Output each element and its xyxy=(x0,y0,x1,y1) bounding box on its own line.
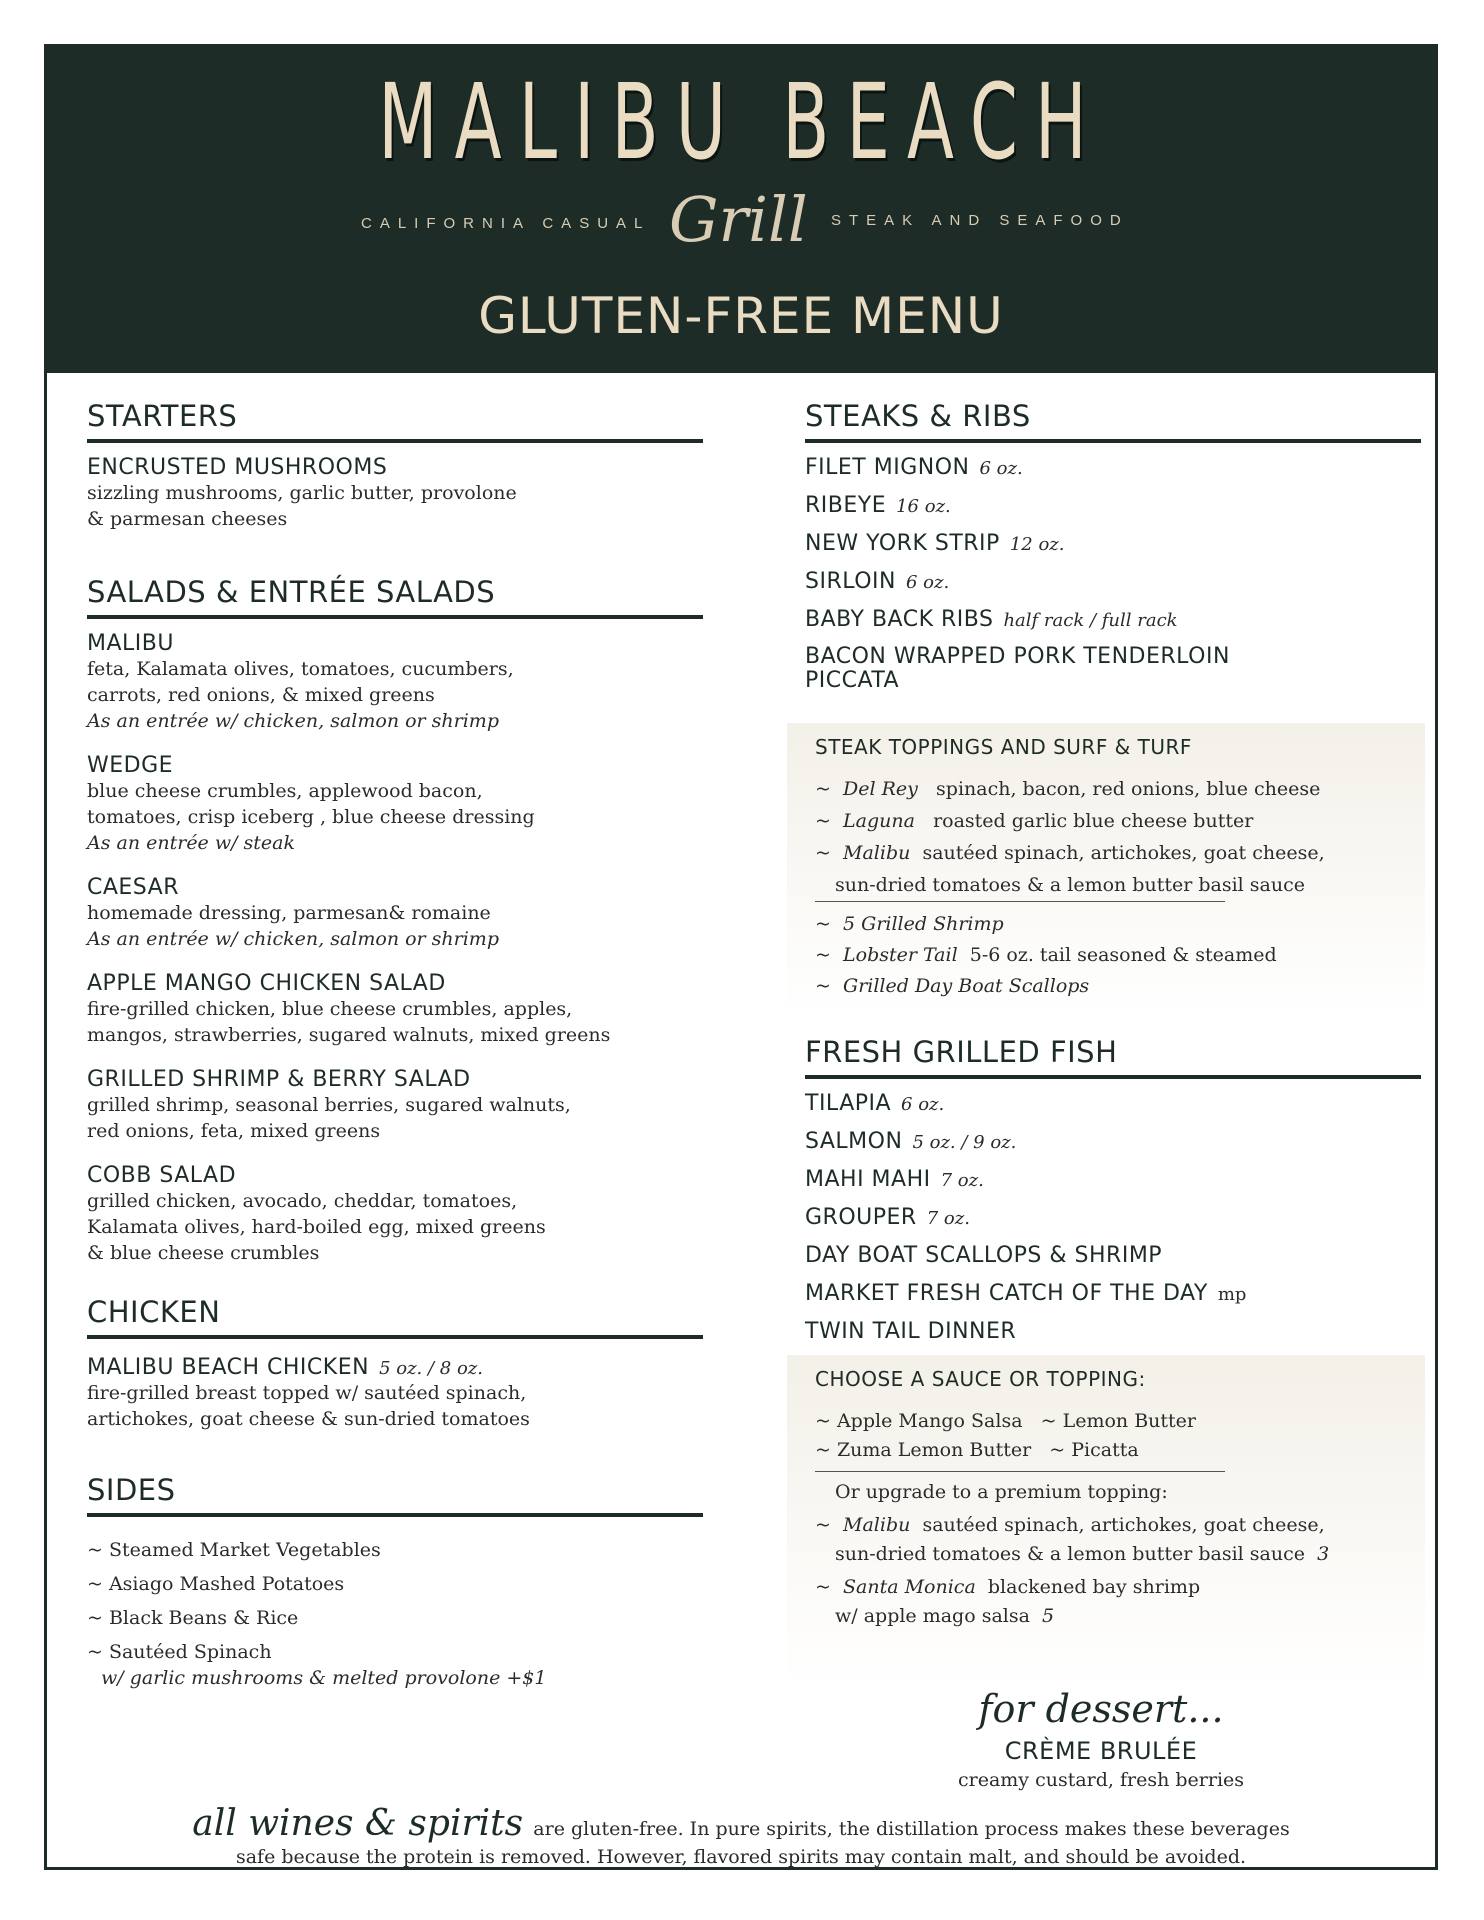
item-name: WEDGE xyxy=(87,753,174,778)
menu-item xyxy=(87,875,707,952)
item-name-text: RIBEYE xyxy=(805,493,887,518)
topping-desc: sautéed spinach, artichokes, goat cheese, xyxy=(922,842,1325,864)
tilde: ~ xyxy=(815,842,831,864)
list-item xyxy=(815,805,1415,837)
menu-item xyxy=(87,1355,707,1432)
menu-header xyxy=(47,47,1435,373)
list-item: ~ Sautéed Spinach xyxy=(87,1641,272,1663)
list-item: ~ Steamed Market Vegetables xyxy=(87,1539,381,1561)
topping-price: 5 xyxy=(1042,1605,1055,1627)
menu-item xyxy=(805,569,1425,607)
menu-item xyxy=(805,1091,1425,1129)
dessert-heading: for dessert... xyxy=(978,1687,1224,1731)
menu-item xyxy=(87,631,707,734)
item-size: 12 oz. xyxy=(1009,534,1065,555)
footer-text: safe because the protein is removed. However, flavored spirits may contain malt, and should be avoided. xyxy=(235,1846,1247,1868)
item-note: w/ garlic mushrooms & melted provolone +$1 xyxy=(101,1667,547,1689)
item-name: APPLE MANGO CHICKEN SALAD xyxy=(87,971,446,996)
menu-item xyxy=(87,1067,707,1144)
item-size: 5 oz. / 9 oz. xyxy=(912,1132,1017,1153)
item-name-text: SALMON xyxy=(805,1129,903,1154)
topping-price: 3 xyxy=(1317,1543,1330,1565)
tilde: ~ xyxy=(815,975,831,997)
topping-name: Malibu xyxy=(843,842,911,864)
list-item xyxy=(815,971,1415,1002)
menu-item xyxy=(805,1129,1425,1167)
brand-logo: MALIBU BEACH xyxy=(378,61,1104,183)
item-name-text: BACON WRAPPED PORK TENDERLOIN xyxy=(805,644,1230,669)
topping-desc: sautéed spinach, artichokes, goat cheese, xyxy=(922,1514,1325,1536)
menu-frame xyxy=(44,44,1438,1870)
item-name xyxy=(87,1355,707,1380)
item-name-text: MALIBU BEACH CHICKEN xyxy=(87,1355,370,1380)
item-name-text: SIRLOIN xyxy=(805,569,896,594)
dessert-name: CRÈME BRULÉE xyxy=(1004,1737,1198,1765)
item-name: CAESAR xyxy=(87,875,180,900)
item-desc: fire-grilled breast topped w/ sautéed spinach, xyxy=(87,1382,527,1404)
topping-name: Grilled Day Boat Scallops xyxy=(843,975,1090,997)
menu-item xyxy=(805,531,1425,569)
menu-item xyxy=(805,1167,1425,1205)
menu-item xyxy=(805,607,1425,645)
item-desc: & parmesan cheeses xyxy=(87,508,288,530)
item-size: 16 oz. xyxy=(896,496,951,517)
section-chicken-title: CHICKEN xyxy=(87,1295,703,1339)
section-sides-title: SIDES xyxy=(87,1473,703,1517)
item-desc: grilled shrimp, seasonal berries, sugared walnuts, xyxy=(87,1094,571,1116)
item-name-text: FILET MIGNON xyxy=(805,455,970,480)
item-size: half rack / full rack xyxy=(1003,610,1178,631)
item-desc: red onions, feta, mixed greens xyxy=(87,1120,381,1142)
sides-list xyxy=(87,1533,707,1691)
list-item xyxy=(815,837,1415,901)
tilde: ~ xyxy=(815,944,831,966)
topping-name: Lobster Tail xyxy=(843,944,958,966)
section-steaks-title: STEAKS & RIBS xyxy=(805,399,1421,443)
tilde: ~ xyxy=(815,1514,831,1536)
item-note: As an entrée w/ steak xyxy=(87,832,296,854)
toppings-list xyxy=(815,773,1415,901)
item-desc: homemade dressing, parmesan& romaine xyxy=(87,902,491,924)
item-name-text: TWIN TAIL DINNER xyxy=(805,1319,1017,1344)
item-size: 7 oz. xyxy=(926,1208,970,1229)
menu-item xyxy=(805,1319,1425,1357)
item-note: As an entrée w/ chicken, salmon or shrimp xyxy=(87,710,499,732)
item-name-text: BABY BACK RIBS xyxy=(805,607,994,632)
item-name-text: MAHI MAHI xyxy=(805,1167,931,1192)
item-size: 5 oz. / 8 oz. xyxy=(379,1358,484,1379)
footer-lead: all wines & spirits xyxy=(192,1803,524,1844)
list-item xyxy=(815,940,1415,971)
item-desc: fire-grilled chicken, blue cheese crumbles, apples, xyxy=(87,998,573,1020)
item-desc: & blue cheese crumbles xyxy=(87,1242,320,1264)
topping-name: Santa Monica xyxy=(843,1576,976,1598)
topping-desc: roasted garlic blue cheese butter xyxy=(933,810,1254,832)
tilde: ~ xyxy=(815,913,831,935)
menu-title: GLUTEN-FREE MENU xyxy=(478,287,1004,345)
menu-item xyxy=(805,1243,1425,1281)
item-name-text: NEW YORK STRIP xyxy=(805,531,1000,556)
sauce-row: ~ Zuma Lemon Butter ~ Picatta xyxy=(815,1439,1139,1461)
item-size: 7 oz. xyxy=(940,1170,984,1191)
tagline-left: CALIFORNIA CASUAL xyxy=(361,215,651,232)
section-fish-title: FRESH GRILLED FISH xyxy=(805,1035,1421,1079)
grill-script: Grill xyxy=(669,183,808,256)
topping-desc: sun-dried tomatoes & a lemon butter basil sauce xyxy=(835,874,1305,896)
sauce-row: ~ Apple Mango Salsa ~ Lemon Butter xyxy=(815,1410,1196,1432)
tilde: ~ xyxy=(815,810,831,832)
premium-list xyxy=(815,1511,1425,1631)
item-desc: grilled chicken, avocado, cheddar, tomatoes, xyxy=(87,1190,518,1212)
dessert-section xyxy=(901,1687,1301,1793)
upgrade-text: Or upgrade to a premium topping: xyxy=(835,1481,1168,1503)
footer-text: are gluten-free. In pure spirits, the distillation process makes these beverages xyxy=(533,1818,1290,1840)
topping-desc: sun-dried tomatoes & a lemon butter basil sauce xyxy=(835,1543,1305,1565)
item-desc: mangos, strawberries, sugared walnuts, mixed greens xyxy=(87,1024,611,1046)
item-size: 6 oz. xyxy=(901,1094,945,1115)
menu-item xyxy=(805,493,1425,531)
steaks-list xyxy=(805,455,1425,693)
item-name: COBB SALAD xyxy=(87,1163,237,1188)
box-title: STEAK TOPPINGS AND SURF & TURF xyxy=(815,735,1192,759)
menu-item xyxy=(805,1281,1425,1319)
item-desc: artichokes, goat cheese & sun-dried tomatoes xyxy=(87,1408,530,1430)
topping-desc: blackened bay shrimp xyxy=(987,1576,1201,1598)
tilde: ~ xyxy=(815,778,831,800)
item-size: mp xyxy=(1217,1284,1247,1305)
item-name: MALIBU xyxy=(87,631,174,656)
tagline-right: STEAK AND SEAFOOD xyxy=(831,212,1129,229)
topping-name: Del Rey xyxy=(843,778,918,800)
item-desc: sizzling mushrooms, garlic butter, provolone xyxy=(87,482,517,504)
menu-item xyxy=(87,971,707,1048)
topping-name: 5 Grilled Shrimp xyxy=(843,913,1004,935)
item-desc: Kalamata olives, hard-boiled egg, mixed greens xyxy=(87,1216,546,1238)
divider xyxy=(815,1471,1225,1472)
tilde: ~ xyxy=(815,1576,831,1598)
section-salads-title: SALADS & ENTRÉE SALADS xyxy=(87,575,703,619)
item-name-text: GROUPER xyxy=(805,1205,917,1230)
topping-desc: w/ apple mago salsa xyxy=(835,1605,1030,1627)
divider xyxy=(815,901,1225,902)
menu-item xyxy=(805,455,1425,493)
list-item: ~ Black Beans & Rice xyxy=(87,1607,299,1629)
item-name: ENCRUSTED MUSHROOMS xyxy=(87,455,388,480)
steak-toppings-box xyxy=(787,723,1425,1013)
item-desc: carrots, red onions, & mixed greens xyxy=(87,684,435,706)
menu-item xyxy=(87,455,707,532)
item-name: GRILLED SHRIMP & BERRY SALAD xyxy=(87,1067,471,1092)
box-title: CHOOSE A SAUCE OR TOPPING: xyxy=(815,1367,1146,1391)
item-name-text: TILAPIA xyxy=(805,1091,892,1116)
item-name-text: PICCATA xyxy=(805,668,900,693)
sauce-box xyxy=(787,1355,1425,1685)
topping-desc: spinach, bacon, red onions, blue cheese xyxy=(936,778,1321,800)
menu-item xyxy=(87,753,707,856)
list-item xyxy=(815,773,1415,805)
item-desc: tomatoes, crisp iceberg , blue cheese dressing xyxy=(87,806,535,828)
dessert-desc: creamy custard, fresh berries xyxy=(957,1769,1245,1791)
item-size: 6 oz. xyxy=(979,458,1023,479)
list-item xyxy=(815,909,1415,940)
menu-item xyxy=(87,1163,707,1266)
topping-name: Malibu xyxy=(843,1514,911,1536)
surf-list xyxy=(815,909,1415,1002)
topping-desc: 5-6 oz. tail seasoned & steamed xyxy=(969,944,1277,966)
item-note: As an entrée w/ chicken, salmon or shrimp xyxy=(87,928,499,950)
section-starters-title: STARTERS xyxy=(87,399,703,443)
footer-note xyxy=(47,1803,1435,1870)
item-size: 6 oz. xyxy=(905,572,950,593)
item-desc: blue cheese crumbles, applewood bacon, xyxy=(87,780,483,802)
item-name-text: DAY BOAT SCALLOPS & SHRIMP xyxy=(805,1243,1163,1268)
list-item xyxy=(815,1511,1425,1569)
list-item: ~ Asiago Mashed Potatoes xyxy=(87,1573,345,1595)
menu-item xyxy=(805,1205,1425,1243)
fish-list xyxy=(805,1091,1425,1357)
menu-item xyxy=(805,645,1425,693)
topping-name: Laguna xyxy=(843,810,915,832)
footer-line xyxy=(47,1803,1435,1844)
list-item xyxy=(815,1573,1425,1631)
item-name-text: MARKET FRESH CATCH OF THE DAY xyxy=(805,1281,1208,1306)
item-desc: feta, Kalamata olives, tomatoes, cucumbers, xyxy=(87,658,514,680)
